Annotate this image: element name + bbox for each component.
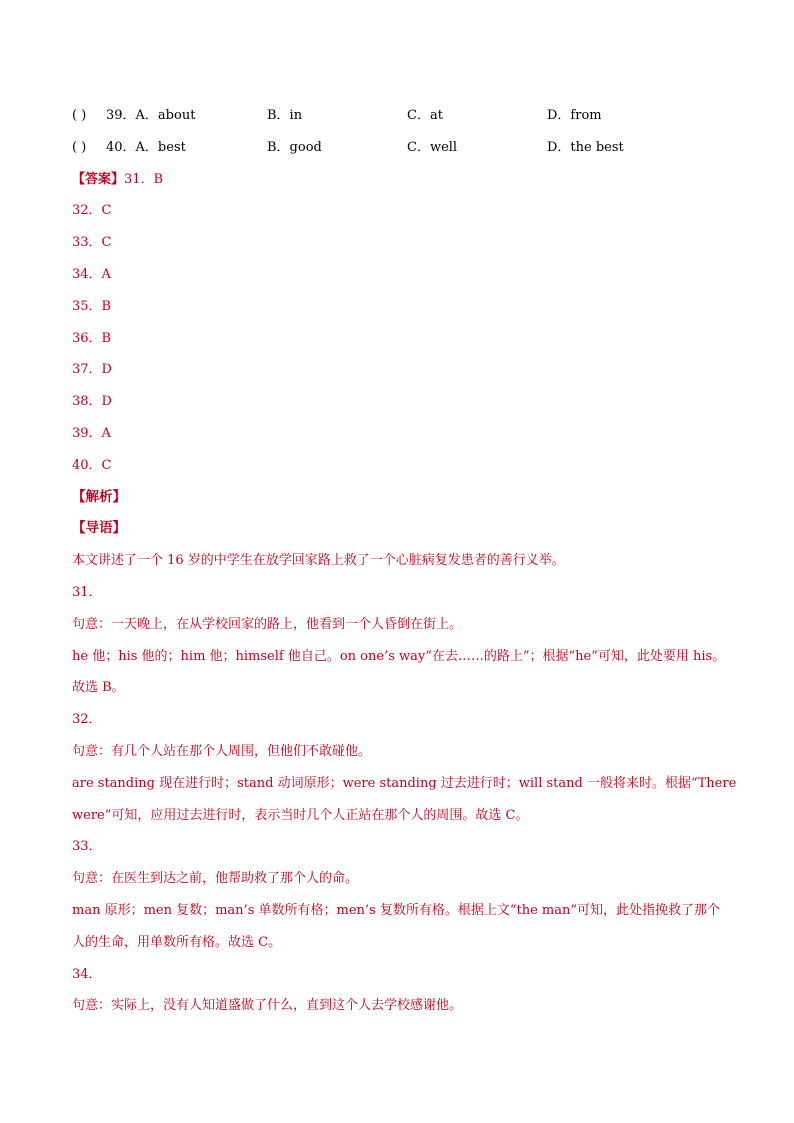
option-b: B．in xyxy=(267,108,303,123)
sentence-meaning: 句意：在医生到达之前，他帮助救了那个人的命。 xyxy=(72,871,359,887)
sentence-meaning: 句意：一天晚上，在从学校回家的路上，他看到一个人昏倒在街上。 xyxy=(72,616,463,632)
explanation-line: are standing 现在进行时；stand 动词原形；were standing 过去进行时；will stand 一般将来时。根据“There xyxy=(72,775,737,791)
option-a: 39．A．about xyxy=(106,108,196,123)
answer-item: 33．C xyxy=(72,235,112,251)
explanation-line: were”可知，应用过去进行时，表示当时几个人正站在那个人的周围。故选 C。 xyxy=(72,807,529,823)
option-d: D．from xyxy=(547,108,602,123)
option-b: B．good xyxy=(267,139,322,155)
explanation-number: 31． xyxy=(72,584,102,600)
answer-item: 32．C xyxy=(72,203,112,219)
answer-item: 37．D xyxy=(72,362,112,378)
explanation-line: 人的生命，用单数所有格。故选 C。 xyxy=(72,934,282,950)
option-c: C．at xyxy=(407,108,443,123)
answer-first-line xyxy=(72,164,722,196)
answer-item: 39．A xyxy=(72,425,111,441)
guide-text: 本文讲述了一个 16 岁的中学生在放学回家路上救了一个心脏病复发患者的善行义举。 xyxy=(72,553,565,569)
answer-blank: ( ) xyxy=(72,139,87,155)
answer-item: 40．C xyxy=(72,457,112,473)
question-40 xyxy=(72,132,722,164)
explanation-line: man 原形；men 复数；man’s 单数所有格；men’s 复数所有格。根据上文“the man”可知，此处指挽救了那个 xyxy=(72,902,720,918)
explanation-line: 故选 B。 xyxy=(72,680,125,696)
sentence-meaning: 句意：实际上，没有人知道盛做了什么，直到这个人去学校感谢他。 xyxy=(72,998,463,1014)
sentence-meaning: 句意：有几个人站在那个人周围，但他们不敢碰他。 xyxy=(72,743,372,759)
option-c: C．well xyxy=(407,139,458,155)
question-39 xyxy=(72,100,722,132)
explanation-number: 32． xyxy=(72,712,102,728)
explanation-number: 34． xyxy=(72,966,102,982)
answer-item: 31．B xyxy=(124,171,164,187)
answer-item: 36．B xyxy=(72,330,112,346)
option-a: 40．A．best xyxy=(106,139,186,155)
option-d: D．the best xyxy=(547,139,624,155)
answer-label: 【答案】 xyxy=(72,171,125,187)
explanation-number: 33． xyxy=(72,839,102,855)
answer-item: 38．D xyxy=(72,394,112,410)
answer-blank: ( ) xyxy=(72,108,87,123)
analysis-heading: 【解析】 xyxy=(72,488,126,505)
explanation-line: he 他；his 他的；him 他；himself 他自己。on one’s way“在去……的路上”；根据“he”可知，此处要用 his。 xyxy=(72,648,726,664)
answer-item: 34．A xyxy=(72,266,111,282)
answer-item: 35．B xyxy=(72,298,112,314)
guide-heading: 【导语】 xyxy=(72,520,126,537)
